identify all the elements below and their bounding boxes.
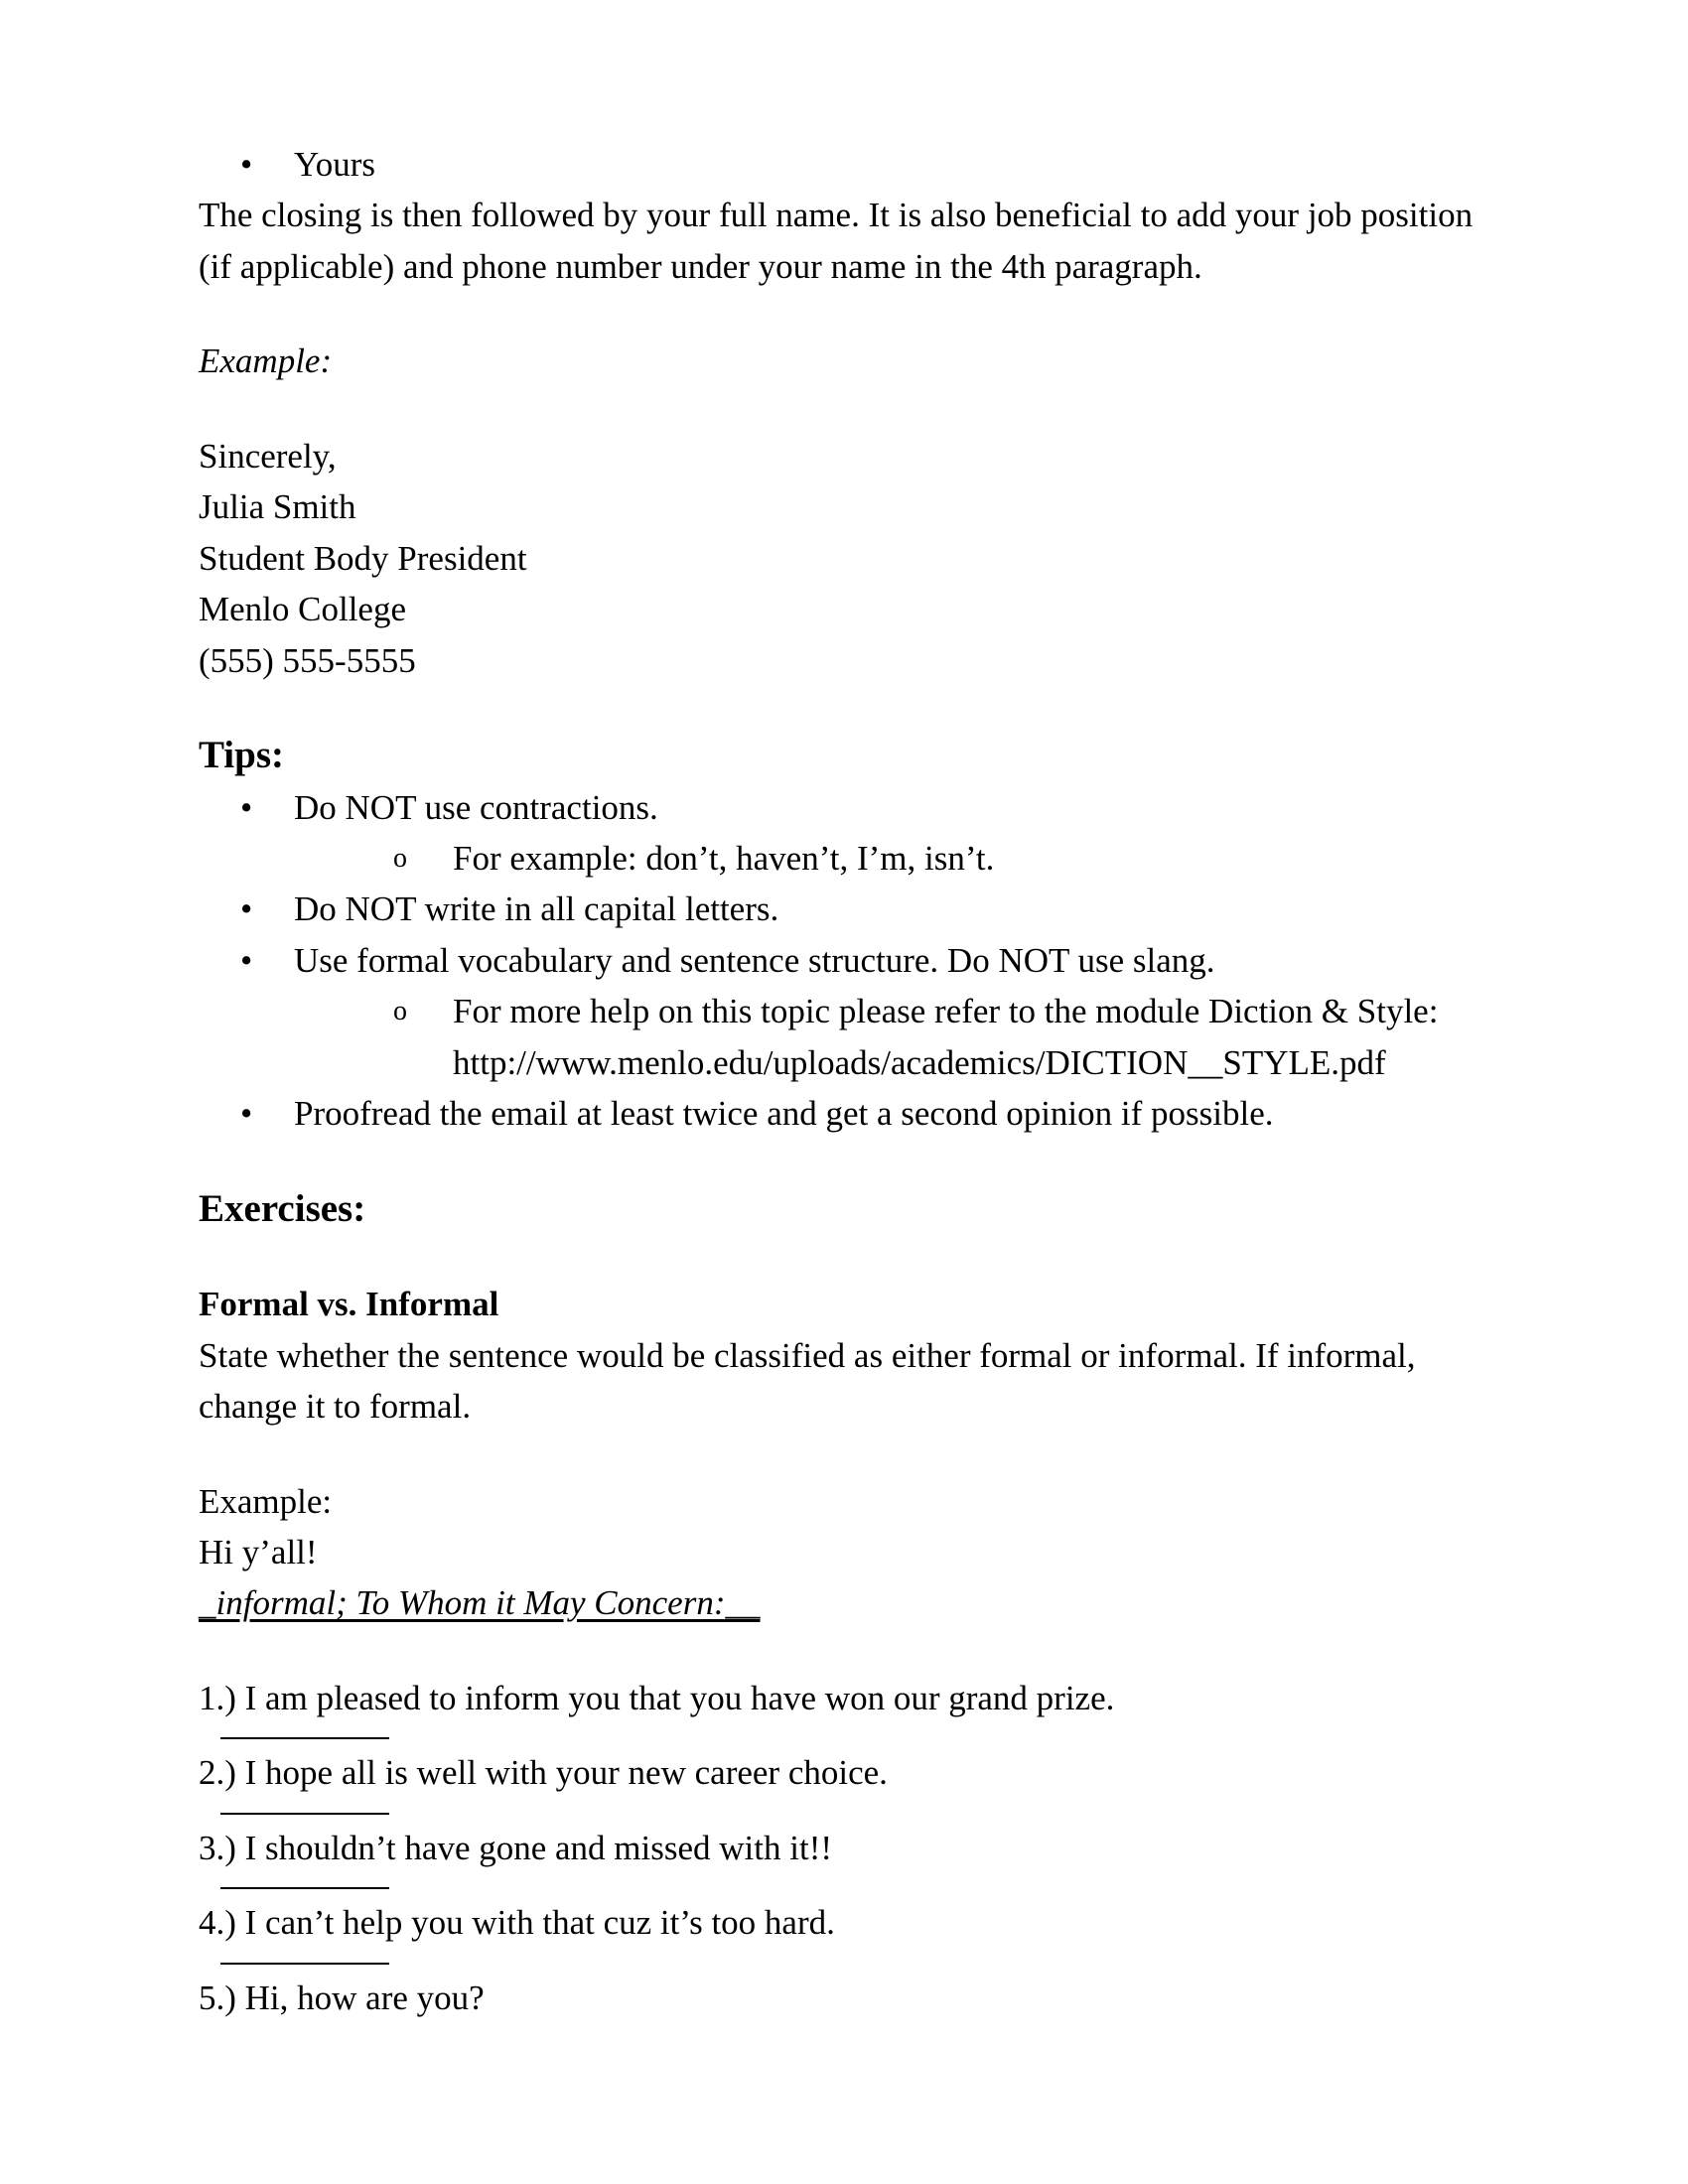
question-text: I hope all is well with your new career choice. xyxy=(244,1753,888,1793)
list-item xyxy=(199,935,1479,1088)
list-item xyxy=(199,1823,1479,1873)
bullet-marker-icon: • xyxy=(240,889,253,929)
tip-subtext: For example: don’t, haven’t, I’m, isn’t. xyxy=(453,839,995,879)
example-label: Example: xyxy=(199,341,333,381)
bullet-marker-icon: • xyxy=(240,1094,253,1134)
signature-closing: Sincerely, xyxy=(199,436,337,476)
document-body xyxy=(199,139,1479,2023)
list-item xyxy=(350,986,1479,1088)
exercise-example-sentence: Hi y’all! xyxy=(199,1533,318,1572)
circle-marker-icon: o xyxy=(393,843,407,875)
bullet-marker-icon: • xyxy=(240,787,253,827)
tip-text: Do NOT write in all capital letters. xyxy=(294,889,779,929)
question-text: I can’t help you with that cuz it’s too hard. xyxy=(244,1903,835,1943)
closing-paragraph: The closing is then followed by your full name. It is also beneficial to add your job position (if applicable) and phone number under your name in the 4th paragraph. xyxy=(199,196,1474,286)
signature-block xyxy=(199,431,1479,686)
spacer xyxy=(199,686,1479,730)
question-text: I shouldn’t have gone and missed with it!! xyxy=(244,1828,832,1867)
spacer xyxy=(199,1235,1479,1279)
signature-organization: Menlo College xyxy=(199,590,406,629)
diction-style-link[interactable]: http://www.menlo.edu/uploads/academics/DICTION__STYLE.pdf xyxy=(453,1042,1386,1082)
closing-bullet-list xyxy=(199,139,1479,190)
tip-subtext: For more help on this topic please refer to the module Diction & Style: xyxy=(453,992,1439,1031)
tips-list xyxy=(199,782,1479,1140)
tips-heading: Tips: xyxy=(199,733,284,776)
bullet-marker-icon: • xyxy=(240,145,253,184)
question-text: I am pleased to inform you that you have won our grand prize. xyxy=(244,1678,1115,1717)
circle-marker-icon: o xyxy=(393,996,407,1027)
tip-text: Use formal vocabulary and sentence structure. Do NOT use slang. xyxy=(294,940,1215,980)
answer-blank[interactable] xyxy=(220,1813,389,1815)
list-item xyxy=(350,833,1479,884)
exercise-question-list xyxy=(199,1673,1479,2023)
exercise-instructions: State whether the sentence would be classified as either formal or informal. If informal, change it to formal. xyxy=(199,1335,1416,1427)
list-item xyxy=(199,1088,1479,1139)
question-number: 3.) xyxy=(199,1828,236,1867)
list-item xyxy=(199,1897,1479,1948)
spacer xyxy=(199,387,1479,431)
list-item xyxy=(199,1973,1479,2023)
list-item xyxy=(199,884,1479,934)
tips-sublist xyxy=(294,833,1479,884)
answer-blank[interactable] xyxy=(220,1963,389,1965)
signature-title: Student Body President xyxy=(199,538,527,578)
question-number: 4.) xyxy=(199,1903,236,1943)
exercises-heading: Exercises: xyxy=(199,1186,366,1230)
tip-text: Proofread the email at least twice and get a second opinion if possible. xyxy=(294,1094,1274,1134)
question-number: 2.) xyxy=(199,1753,236,1793)
signature-phone: (555) 555-5555 xyxy=(199,640,416,680)
tip-text: Do NOT use contractions. xyxy=(294,787,658,827)
list-item xyxy=(199,782,1479,885)
spacer xyxy=(199,1629,1479,1673)
question-number: 1.) xyxy=(199,1678,236,1717)
list-item xyxy=(199,1747,1479,1798)
question-text: Hi, how are you? xyxy=(244,1978,485,2017)
exercise-section-title: Formal vs. Informal xyxy=(199,1285,499,1324)
question-number: 5.) xyxy=(199,1978,236,2017)
spacer xyxy=(199,292,1479,336)
answer-blank[interactable] xyxy=(220,1887,389,1889)
tips-sublist xyxy=(294,986,1479,1088)
list-item xyxy=(199,139,1479,190)
list-item xyxy=(199,1673,1479,1723)
bullet-marker-icon: • xyxy=(240,940,253,980)
closing-bullet-label: Yours xyxy=(294,145,376,184)
spacer xyxy=(199,1433,1479,1476)
exercise-example-answer: _informal; To Whom it May Concern:__ xyxy=(199,1583,761,1623)
exercise-example-label: Example: xyxy=(199,1481,333,1521)
spacer xyxy=(199,1140,1479,1183)
answer-blank[interactable] xyxy=(220,1737,389,1739)
signature-name: Julia Smith xyxy=(199,487,356,527)
